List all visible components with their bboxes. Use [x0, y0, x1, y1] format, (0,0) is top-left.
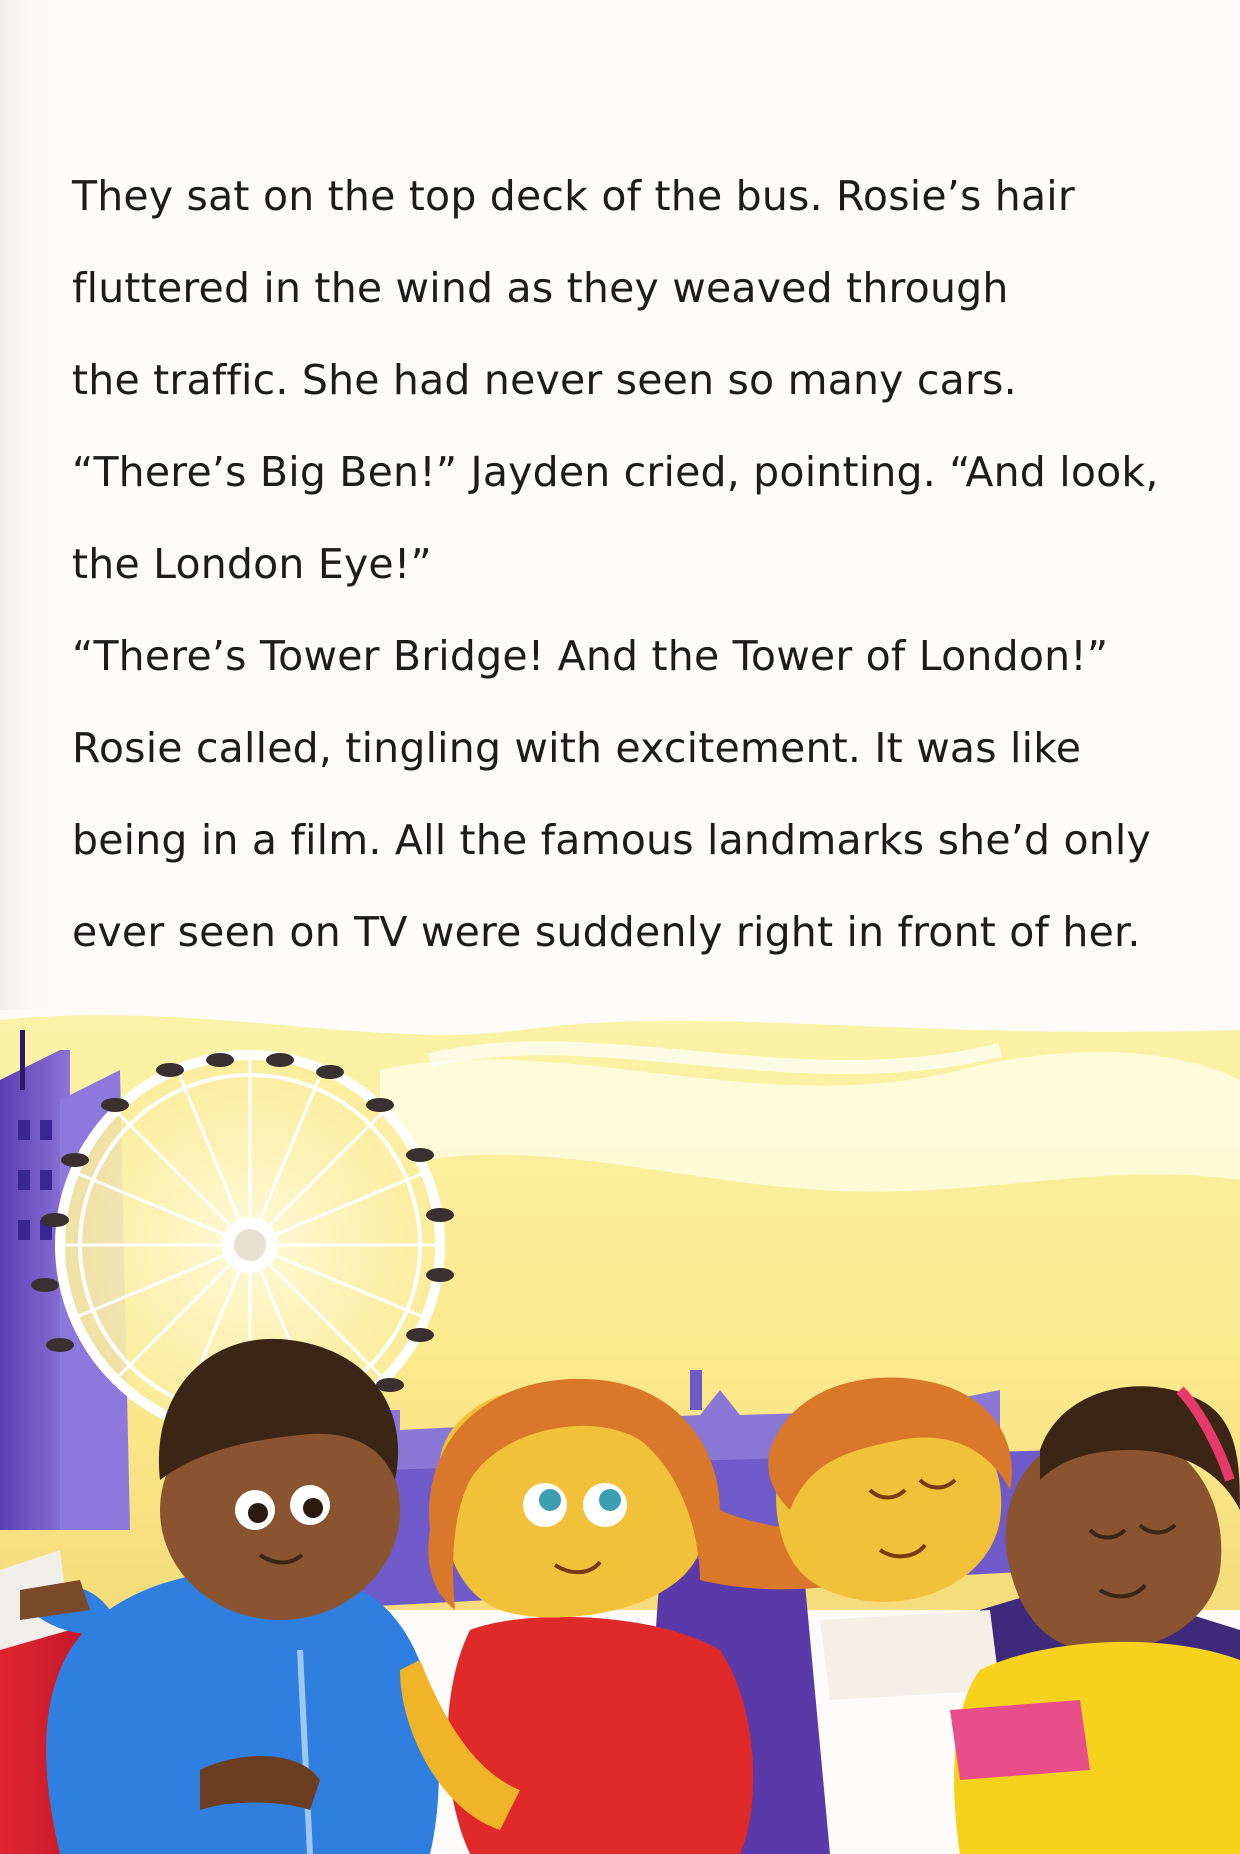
story-line-9: ever seen on TV were suddenly right in front of her. [72, 908, 1141, 956]
story-line-5: the London Eye!” [72, 540, 432, 588]
illustration-london-bus-ride [0, 1010, 1240, 1854]
story-line-6: “There’s Tower Bridge! And the Tower of London!” [72, 632, 1109, 680]
story-line-1: They sat on the top deck of the bus. Rosie’s hair [72, 172, 1075, 220]
story-line-8: being in a film. All the famous landmarks she’d only [72, 816, 1151, 864]
story-line-4: “There’s Big Ben!” Jayden cried, pointing. “And look, [72, 448, 1159, 496]
story-line-7: Rosie called, tingling with excitement. It was like [72, 724, 1082, 772]
story-text [72, 150, 1192, 978]
story-line-2: fluttered in the wind as they weaved through [72, 264, 1009, 312]
story-line-3: the traffic. She had never seen so many cars. [72, 356, 1017, 404]
